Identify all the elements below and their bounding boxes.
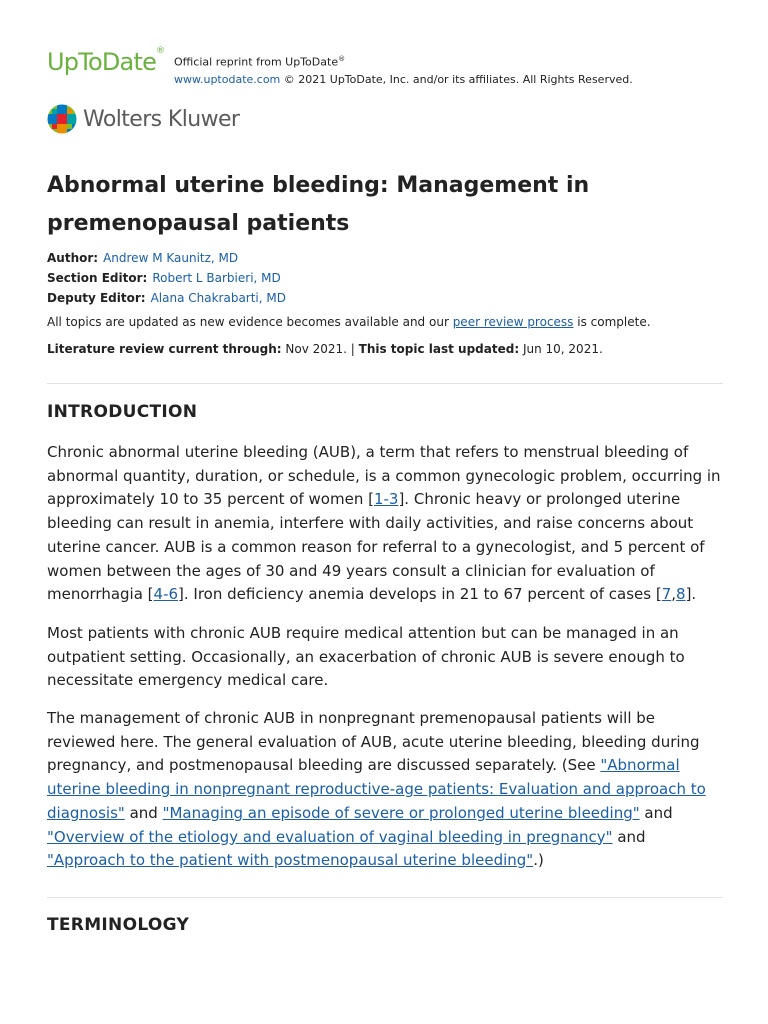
deputy-editor-link[interactable]: Alana Chakrabarti, MD	[150, 291, 286, 305]
peer-review-link[interactable]: peer review process	[452, 315, 574, 329]
topic-link[interactable]: "Managing an episode of severe or prolonged uterine bleeding"	[162, 803, 640, 822]
uptodate-site-link[interactable]: www.uptodate.com	[174, 72, 281, 86]
article-title: Abnormal uterine bleeding: Management in premenopausal patients	[47, 173, 590, 236]
wolters-kluwer-mark-icon	[47, 104, 77, 134]
topic-link[interactable]: "Approach to the patient with postmenopausal uterine bleeding"	[47, 851, 534, 870]
update-note: All topics are updated as new evidence becomes available and our peer review process is complete.	[47, 315, 651, 329]
deputy-editor-label: Deputy Editor:	[47, 291, 146, 305]
reprint-line: Official reprint from UpToDate	[174, 55, 339, 69]
wolters-kluwer-logo	[47, 104, 239, 134]
reference-link[interactable]: 7	[661, 585, 672, 604]
divider	[47, 383, 723, 384]
copyright-text: © 2021 UpToDate, Inc. and/or its affiliates. All Rights Reserved.	[283, 72, 633, 86]
last-updated-value: Jun 10, 2021.	[519, 342, 603, 356]
section-editor-link[interactable]: Robert L Barbieri, MD	[152, 271, 281, 285]
intro-paragraph-1: Chronic abnormal uterine bleeding (AUB), a term that refers to menstrual bleeding of abnormal quantity, duration, or schedule, is a common gynecologic problem, occurring in approximately 10 to 35 percent of women [1-3]. Chronic heavy or prolonged uterine bleeding can result in anemia, interfere with daily activities, and raise concerns about uterine cancer. AUB is a common reason for referral to a gynecologist, and 5 percent of women between the ages of 30 and 49 years consult a clinician for evaluation of menorrhagia [4-6]. Iron deficiency anemia develops in 21 to 67 percent of cases [7,8].	[47, 443, 721, 604]
review-dates	[47, 342, 603, 356]
reprint-notice: Official reprint from UpToDate® www.uptodate.com © 2021 UpToDate, Inc. and/or its affiliates. All Rights Reserved.	[174, 55, 633, 86]
topic-link[interactable]: "Abnormal uterine bleeding in nonpregnant reproductive-age patients: Evaluation and approach to diagnosis"	[47, 756, 706, 822]
topic-link[interactable]: "Overview of the etiology and evaluation of vaginal bleeding in pregnancy"	[47, 827, 613, 846]
last-updated-label: This topic last updated:	[358, 342, 520, 356]
reference-link[interactable]: 4-6	[153, 585, 179, 604]
intro-paragraph-3: The management of chronic AUB in nonpregnant premenopausal patients will be reviewed here. The general evaluation of AUB, acute uterine bleeding, bleeding during pregnancy, and postmenopausal bleeding are discussed separately. (See "Abnormal uterine bleeding in nonpregnant reproductive-age patients: Evaluation and approach to diagnosis" and "Managing an episode of severe or prolonged uterine bleeding" and "Overview of the etiology and evaluation of vaginal bleeding in pregnancy" and "Approach to the patient with postmenopausal uterine bleeding".)	[47, 709, 706, 870]
registered-mark: ®	[156, 46, 165, 56]
reference-link[interactable]: 8	[676, 585, 686, 604]
lit-review-label: Literature review current through:	[47, 342, 282, 356]
lit-review-value: Nov 2021. |	[281, 342, 359, 356]
intro-paragraph-2: Most patients with chronic AUB require medical attention but can be managed in an outpatient setting. Occasionally, an exacerbation of chronic AUB is severe enough to necessitate emergency medical care.	[47, 624, 685, 690]
reference-link[interactable]: 1-3	[373, 490, 399, 509]
author-label: Author:	[47, 251, 99, 265]
uptodate-logo: UpToDate®	[47, 46, 165, 76]
article-credits	[47, 248, 286, 308]
section-editor-label: Section Editor:	[47, 271, 148, 285]
introduction-heading: INTRODUCTION	[47, 402, 198, 422]
terminology-heading: TERMINOLOGY	[47, 915, 190, 935]
divider	[47, 897, 723, 898]
author-link[interactable]: Andrew M Kaunitz, MD	[103, 251, 239, 265]
wolters-kluwer-wordmark: Wolters Kluwer	[83, 106, 240, 132]
